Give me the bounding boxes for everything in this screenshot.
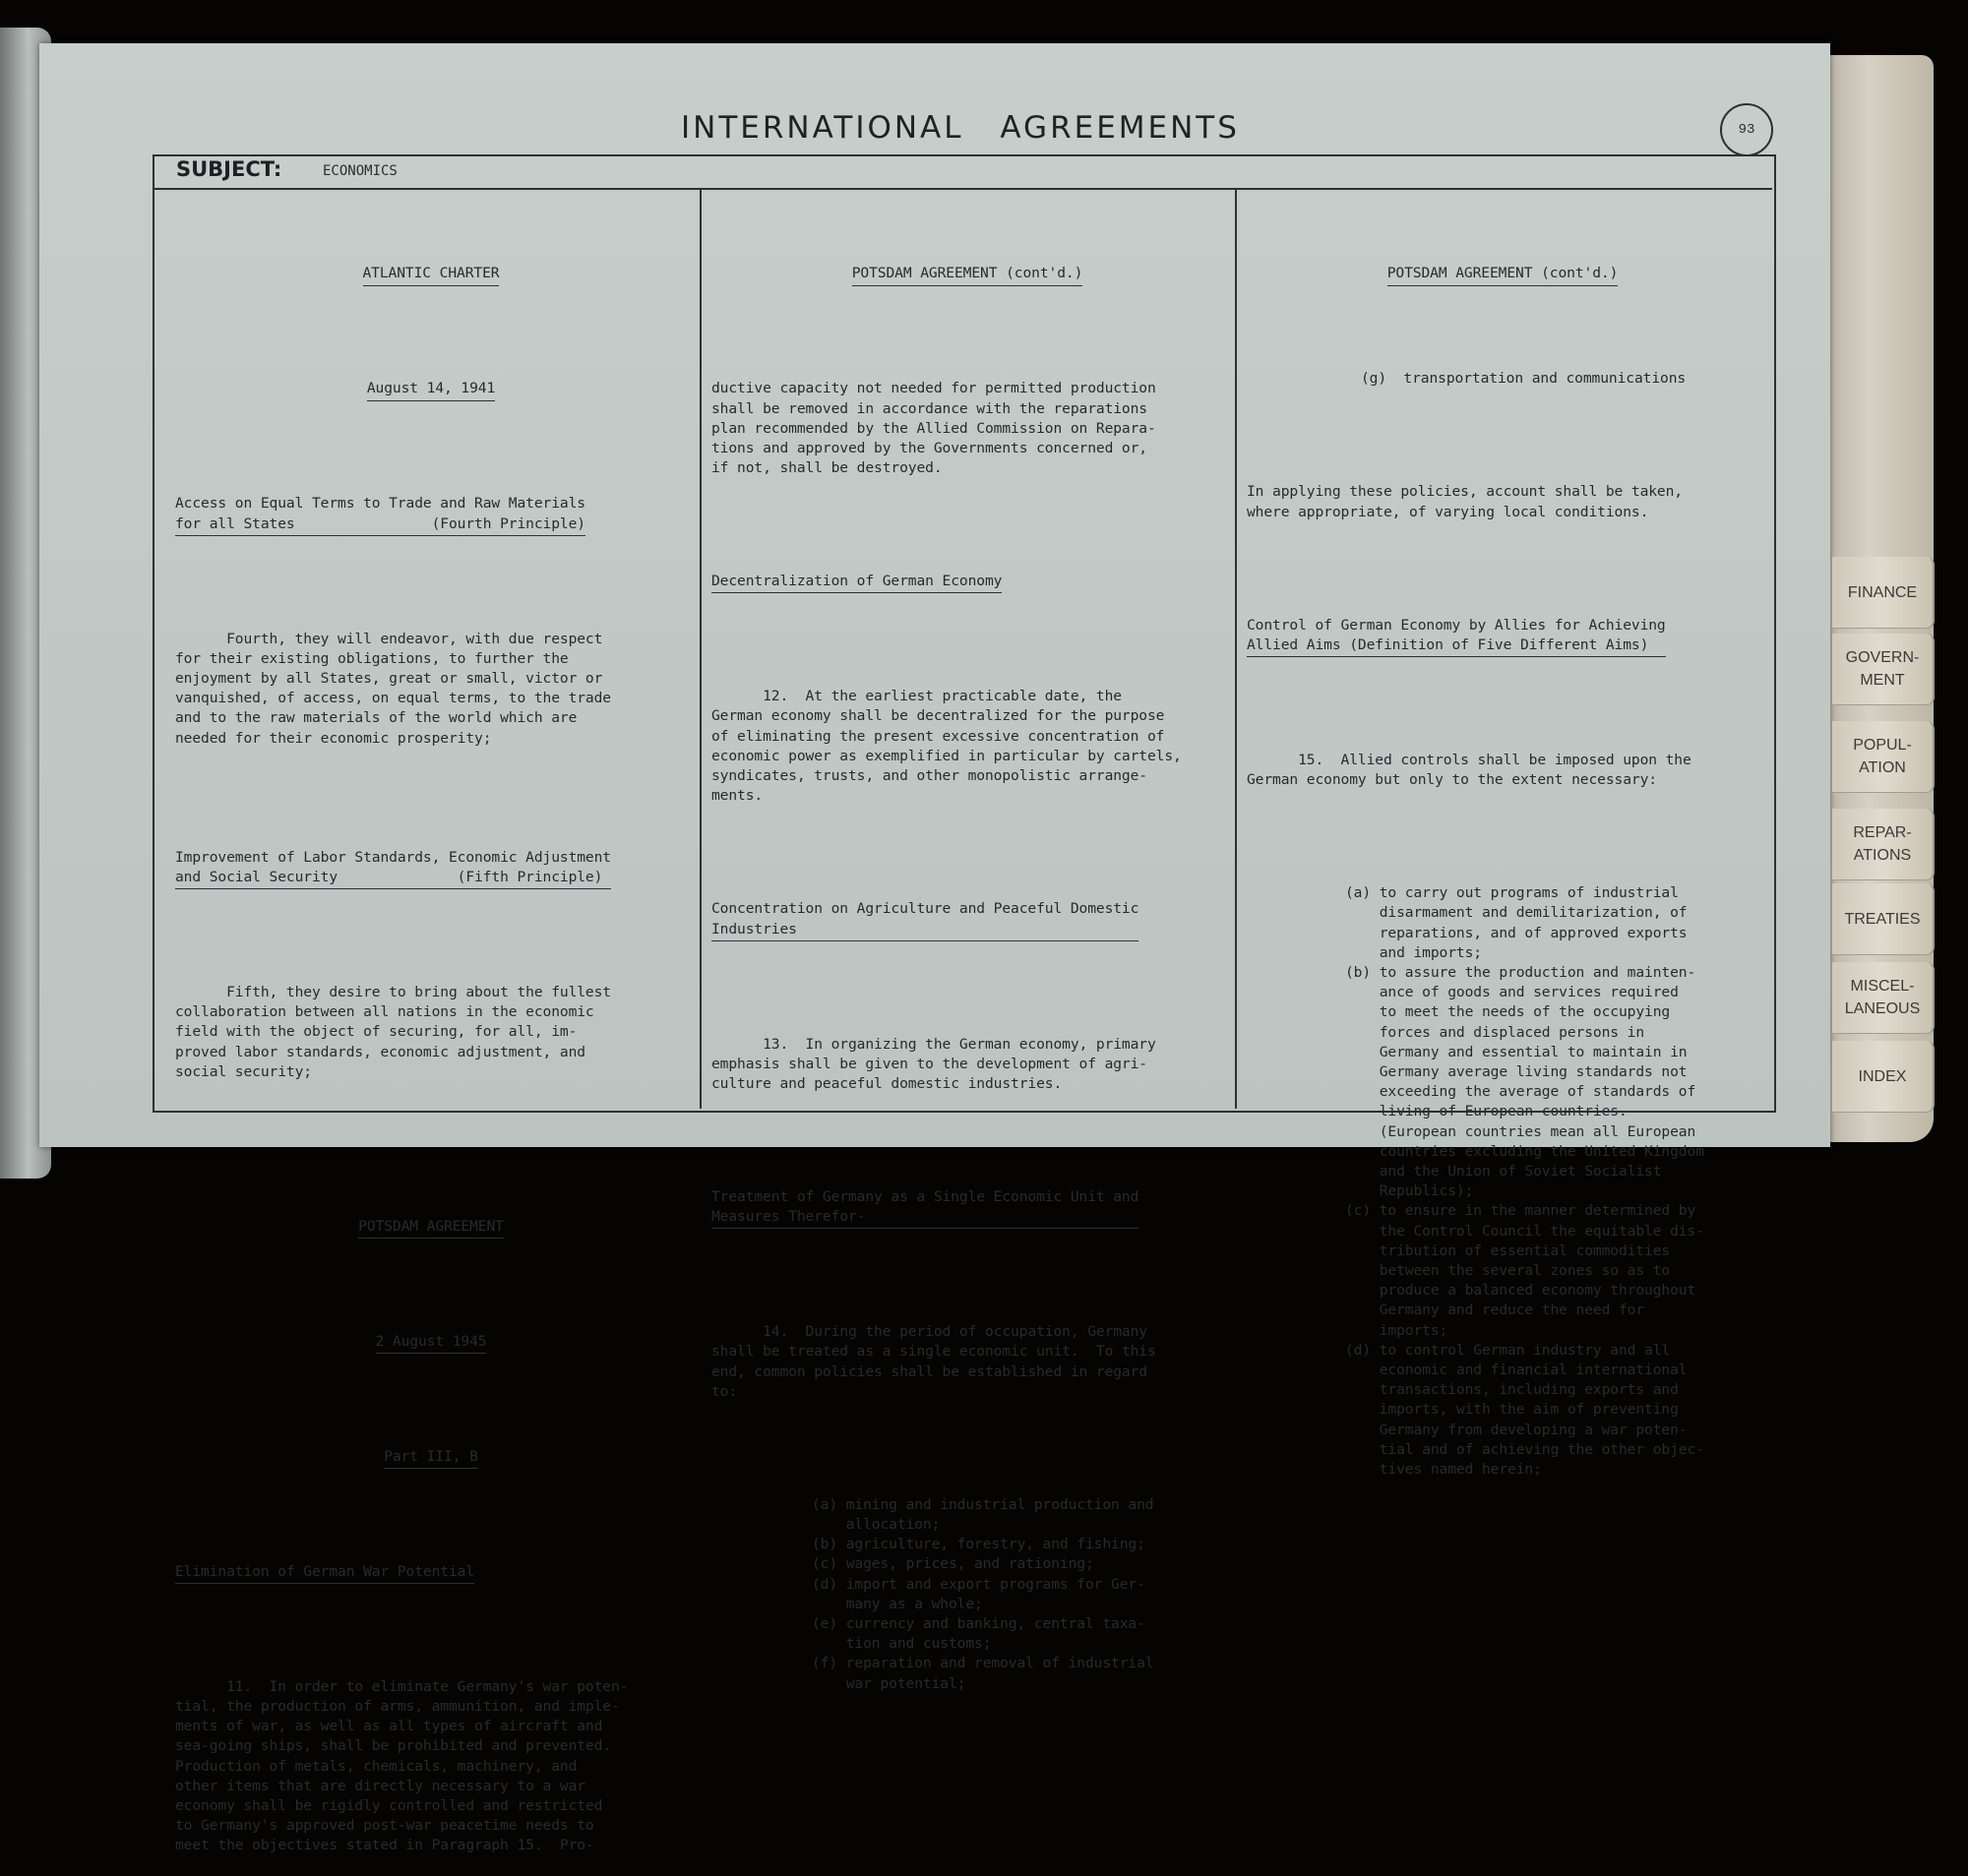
column-1 (175, 224, 687, 1876)
column-2 (711, 224, 1223, 1714)
paragraph: 15. Allied controls shall be imposed upon the German economy but only to the extent necessary: (1247, 751, 1691, 789)
section-title: POTSDAM AGREEMENT (cont'd.) (1387, 264, 1619, 285)
page-title: INTERNATIONAL AGREEMENTS (681, 110, 1240, 146)
section-date: 2 August 1945 (376, 1332, 487, 1354)
subject-row (153, 154, 1772, 190)
section-heading: Improvement of Labor Standards, Economic Adjustment and Social Security (Fifth Principle) (175, 848, 611, 889)
tab-government[interactable]: GOVERN- MENT (1832, 634, 1935, 705)
section-heading: Treatment of Germany as a Single Economic Unit and Measures Therefor- (711, 1187, 1138, 1229)
tab-index[interactable]: INDEX (1832, 1041, 1935, 1113)
subject-label: SUBJECT: (176, 157, 282, 181)
page-number: 93 (1720, 103, 1773, 156)
section-heading: Concentration on Agriculture and Peaceful Domestic Industries (711, 899, 1138, 940)
paragraph: 12. At the earliest practicable date, the German economy shall be decentralized for the purpose of eliminating the present excessive concentration of economic power as exemplified in particular by cartels, syndicates, trusts, and other monopolistic arrange- ments. (711, 688, 1182, 805)
tab-treaties[interactable]: TREATIES (1832, 883, 1935, 955)
tab-population[interactable]: POPUL- ATION (1832, 721, 1935, 793)
paragraph: 13. In organizing the German economy, primary emphasis shall be given to the development of agri- culture and peaceful domestic industries. (711, 1035, 1156, 1092)
list-item: (g) transportation and communications (1361, 370, 1687, 388)
section-heading: Control of German Economy by Allies for Achieving Allied Aims (Definition of Five Different Aims) (1247, 616, 1666, 657)
column-3 (1247, 224, 1758, 1499)
paragraph: In applying these policies, account shall be taken, where appropriate, of varying local conditions. (1247, 483, 1683, 520)
paragraph: ductive capacity not needed for permitted production shall be removed in accordance with the reparations plan recommended by the Allied Commission on Repara- tions and approved by the Governments concerned or, if not, shall be destroyed. (711, 380, 1156, 477)
section-heading: Decentralization of German Economy (711, 572, 1002, 593)
section-date: August 14, 1941 (367, 379, 495, 400)
section-title: ATLANTIC CHARTER (363, 264, 500, 285)
section-heading: Elimination of German War Potential (175, 1562, 474, 1584)
section-title: POTSDAM AGREEMENT (358, 1217, 504, 1239)
paragraph: Fourth, they will endeavor, with due respect for their existing obligations, to further the enjoyment by all States, great or small, victor or vanquished, of access, on equal terms, to the trade and to the raw materials of the world which are needed for their economic prosperity; (175, 630, 611, 747)
subject-value: ECONOMICS (323, 163, 398, 179)
paragraph: 14. During the period of occupation, Germany shall be treated as a single economic unit. To this end, common policies shall be established in regard to: (711, 1323, 1156, 1400)
tab-reparations[interactable]: REPAR- ATIONS (1832, 809, 1935, 880)
tab-miscellaneous[interactable]: MISCEL- LANEOUS (1832, 962, 1935, 1034)
paragraph: 11. In order to eliminate Germany's war poten- tial, the production of arms, ammunition, and imple- ments of war, as well as all types of aircraft and sea-going ships, shall be prohibited and prevented. Production of metals, chemicals, machinery, and other items that are directly necessary to a war economy shall be rigidly controlled and restricted to Germany's approved post-war peacetime needs to meet the objectives stated in Paragraph 15. Pro- (175, 1677, 629, 1854)
policy-list: (a) mining and industrial production and allocation; (b) agriculture, forestry, and fishing; (c) wages, prices, and rationing; (d) import and export programs for Ger- many as a whole; (e) currency and banking, central taxa- tion and customs; (f) reparation and removal of industrial war potential; (812, 1495, 1154, 1692)
column-divider (1235, 188, 1237, 1109)
controls-list: (a) to carry out programs of industrial disarmament and demilitarization, of reparations, and of approved exports and imports; (b) to assure the production and mainten- ance of goods and services required to meet the needs of the occupying forces and displaced persons in Germany and essential to maintain in Germany average living standards not exceeding the average of standards of living of European countries. (European countries mean all European countries excluding the United Kingdom and the Union of Soviet Socialist Republics); (c) to ensure in the manner determined by the Control Council the equitable dis- tribution of essential commodities between the several zones so as to produce a balanced economy throughout Germany and reduce the need for imports; (d) to control German industry and all economic and financial international transactions, including exports and imports, with the aim of preventing Germany from developing a war poten- tial and of achieving the other objec- tives named herein; (1345, 884, 1704, 1478)
tab-finance[interactable]: FINANCE (1832, 557, 1935, 629)
section-part: Part III, B (384, 1447, 478, 1469)
column-divider (700, 188, 702, 1109)
section-heading: Access on Equal Terms to Trade and Raw Materials for all States (Fourth Principle) (175, 494, 585, 535)
paragraph: Fifth, they desire to bring about the fullest collaboration between all nations in the economic field with the object of securing, for all, im- proved labor standards, economic adjustment, and social security; (175, 983, 611, 1080)
section-title: POTSDAM AGREEMENT (cont'd.) (852, 264, 1083, 285)
